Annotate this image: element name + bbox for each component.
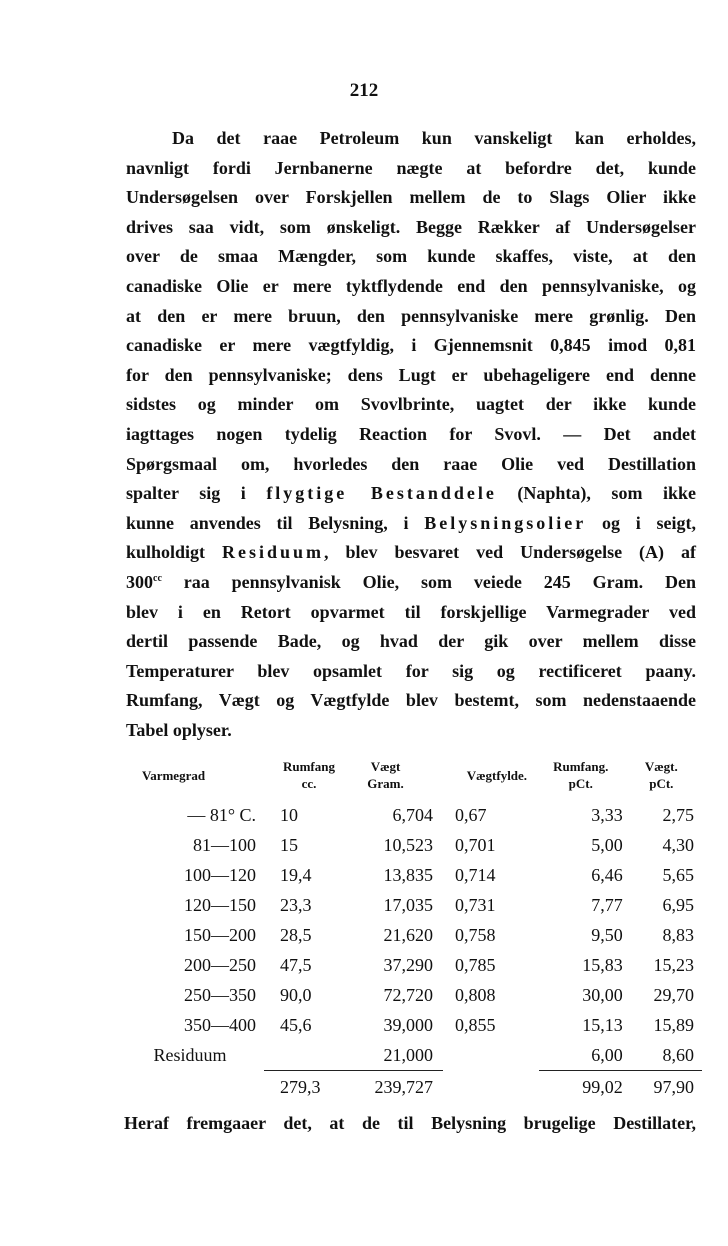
table-row (124, 800, 702, 830)
header-unit: pCt. (568, 776, 593, 791)
cell-vaegtfylde (443, 1040, 539, 1071)
cell-rumfang: 15 (280, 834, 299, 855)
superscript-unit: cc (153, 572, 162, 584)
cell-blank (124, 1071, 264, 1104)
text-line: blev i en Retort opvarmet til forskjellige Varmegrader ved (126, 601, 696, 622)
header-vaegt-pct (629, 758, 702, 800)
text-line (126, 509, 696, 539)
cell-vaegt-pct: 5,65 (662, 864, 694, 885)
text-line: over de smaa Mængder, som kunde skaffes, viste, at den (126, 246, 696, 267)
cell-rumfang-pct: 6,46 (591, 864, 623, 885)
cell-vaegt-pct: 15,89 (653, 1014, 694, 1035)
text-line: navnligt fordi Jernbanerne nægte at befordre det, kunde (126, 157, 696, 178)
header-rumfang-pct (539, 758, 629, 800)
cell-rumfang-pct: 7,77 (591, 894, 623, 915)
table-header-row (124, 758, 702, 800)
text-run: raa pennsylvanisk Olie, som veiede 245 Gram. Den (161, 571, 696, 592)
cell-rumfang: 90,0 (280, 984, 312, 1005)
cell-vaegtfylde: 0,701 (455, 834, 496, 855)
cell-rumfang: 45,6 (280, 1014, 312, 1035)
text-run: 300 (126, 571, 153, 592)
text-run: og i seigt, (586, 512, 696, 533)
header-label: Rumfang. (553, 759, 609, 774)
cell-vaegt-pct: 8,83 (662, 924, 694, 945)
text-line: dertil passende Bade, og hvad der gik over mellem disse (126, 631, 696, 652)
header-label: Rumfang (282, 759, 335, 774)
cell-vaegt-pct: 8,60 (662, 1044, 694, 1065)
header-unit: Gram. (367, 776, 404, 791)
table-row-residuum (124, 1040, 702, 1071)
text-line: Temperaturer blev opsamlet for sig og rectificeret paany. (126, 660, 696, 681)
table-row (124, 1010, 702, 1040)
text-line (126, 479, 696, 509)
text-run: (Naphta), som ikke (496, 483, 696, 504)
cell-vaegt: 10,523 (383, 834, 434, 855)
cell-vaegt: 21,000 (383, 1044, 434, 1065)
text-line (126, 538, 696, 568)
cell-rumfang-pct: 5,00 (591, 834, 623, 855)
header-vaegt (338, 758, 443, 800)
text-run: kulholdigt (126, 542, 223, 563)
spaced-term: flygtige Bestanddele (266, 483, 497, 504)
cell-rumfang: 10 (280, 804, 299, 825)
table-row (124, 950, 702, 980)
header-rumfang (264, 758, 338, 800)
total-vaegt: 239,727 (338, 1071, 443, 1104)
table-summary (124, 1040, 702, 1103)
total-rumfang-pct: 99,02 (539, 1071, 629, 1104)
cell-rumfang: 19,4 (280, 864, 312, 885)
text-line: canadiske Olie er mere tyktflydende end den pennsylvaniske, og (126, 275, 696, 296)
table-row (124, 860, 702, 890)
cell-vaegtfylde: 0,808 (455, 984, 496, 1005)
text-line: Rumfang, Vægt og Vægtfylde blev bestemt, som nedenstaaende (126, 690, 696, 711)
text-line (126, 568, 696, 598)
cell-varmegrad: Residuum (153, 1044, 227, 1065)
header-vaegtfylde: Vægtfylde. (466, 767, 528, 783)
cell-rumfang: 23,3 (280, 894, 312, 915)
cell-rumfang: 28,5 (280, 924, 312, 945)
cell-varmegrad: 120—150 (184, 894, 257, 915)
header-label: Vægt. (644, 759, 678, 774)
text-line: canadiske er mere vægtfyldig, i Gjennemsnit 0,845 imod 0,81 (126, 335, 696, 356)
footer-line: Heraf fremgaaer det, at de til Belysning brugelige Destillater, (124, 1113, 696, 1133)
cell-vaegtfylde: 0,67 (455, 804, 487, 825)
text-line: sidstes og minder om Svovlbrinte, uagtet der ikke kunde (126, 394, 696, 415)
text-line: Tabel oplyser. (126, 719, 232, 740)
cell-varmegrad: 200—250 (184, 954, 257, 975)
cell-rumfang-pct: 3,33 (591, 804, 623, 825)
header-label: Vægt (370, 759, 401, 774)
text-line: iagttages nogen tydelig Reaction for Svovl. — Det andet (126, 423, 696, 444)
table-body (124, 800, 702, 1040)
cell-vaegt-pct: 2,75 (662, 804, 694, 825)
table-row (124, 980, 702, 1010)
cell-vaegt-pct: 29,70 (653, 984, 694, 1005)
table-row-totals (124, 1071, 702, 1104)
text-line: Spørgsmaal om, hvorledes den raae Olie ved Destillation (126, 453, 696, 474)
cell-rumfang: 47,5 (280, 954, 312, 975)
total-vaegt-pct: 97,90 (629, 1071, 702, 1104)
text-line: for den pennsylvaniske; dens Lugt er ubehageligere end denne (126, 364, 696, 385)
spaced-term: Belysningsolier (424, 512, 587, 533)
cell-varmegrad: 100—120 (184, 864, 257, 885)
cell-blank (443, 1071, 539, 1104)
cell-vaegt: 72,720 (383, 984, 434, 1005)
cell-vaegt: 17,035 (383, 894, 434, 915)
cell-vaegt-pct: 4,30 (662, 834, 694, 855)
body-paragraph (126, 124, 696, 745)
text-run: , blev besvaret ved Undersøgelse (A) af (324, 542, 696, 563)
header-varmegrad: Varmegrad (142, 767, 206, 783)
cell-rumfang-pct: 6,00 (591, 1044, 623, 1065)
cell-vaegt: 39,000 (383, 1014, 434, 1035)
table-row (124, 920, 702, 950)
cell-rumfang-pct: 15,83 (582, 954, 623, 975)
distillation-table (124, 758, 702, 1103)
cell-vaegtfylde: 0,855 (455, 1014, 496, 1035)
cell-vaegt: 37,290 (383, 954, 434, 975)
text-line: Undersøgelsen over Forskjellen mellem de to Slags Olier ikke (126, 187, 696, 208)
cell-rumfang-pct: 30,00 (582, 984, 623, 1005)
cell-vaegt: 6,704 (392, 804, 434, 825)
cell-varmegrad: 350—400 (184, 1014, 257, 1035)
cell-vaegtfylde: 0,785 (455, 954, 496, 975)
cell-varmegrad: 81—100 (193, 834, 257, 855)
spaced-term: Residuum (222, 542, 325, 563)
cell-vaegt-pct: 6,95 (662, 894, 694, 915)
cell-varmegrad: 250—350 (184, 984, 257, 1005)
header-unit: cc. (301, 776, 317, 791)
cell-varmegrad: — 81° C. (187, 804, 257, 825)
text-line: at den er mere bruun, den pennsylvaniske mere grønlig. Den (126, 305, 696, 326)
text-run: spalter sig i (126, 483, 267, 504)
cell-rumfang-pct: 9,50 (591, 924, 623, 945)
table-row (124, 890, 702, 920)
cell-rumfang (264, 1040, 338, 1071)
cell-vaegt: 13,835 (383, 864, 434, 885)
page-number: 212 (349, 80, 379, 101)
text-run: kunne anvendes til Belysning, i (126, 512, 425, 533)
cell-vaegtfylde: 0,758 (455, 924, 496, 945)
text-line: Da det raae Petroleum kun vanskeligt kan erholdes, (172, 128, 696, 148)
cell-varmegrad: 150—200 (184, 924, 257, 945)
header-unit: pCt. (649, 776, 674, 791)
cell-rumfang-pct: 15,13 (582, 1014, 623, 1035)
text-line: drives saa vidt, som ønskeligt. Begge Rækker af Undersøgelser (126, 216, 696, 237)
total-rumfang: 279,3 (264, 1071, 338, 1104)
cell-vaegtfylde: 0,731 (455, 894, 496, 915)
table-row (124, 830, 702, 860)
cell-vaegtfylde: 0,714 (455, 864, 496, 885)
cell-vaegt: 21,620 (383, 924, 434, 945)
cell-vaegt-pct: 15,23 (653, 954, 694, 975)
